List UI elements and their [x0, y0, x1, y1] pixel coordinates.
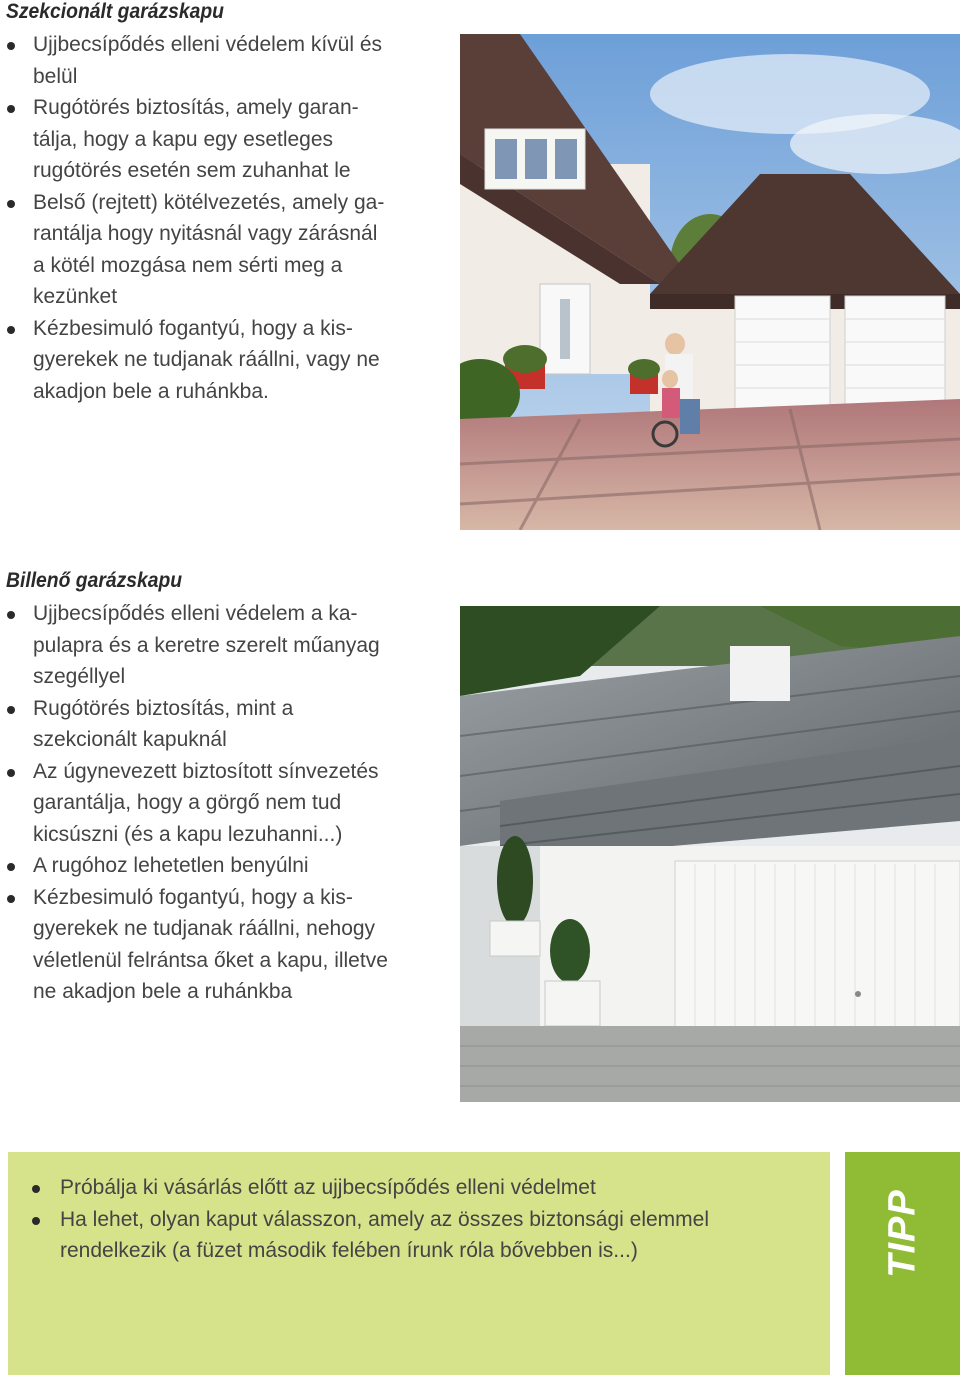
list-item: Ujjbecsípődés elleni védelem a ka- pulapra és a keretre szerelt műanyag szegéllyel — [0, 598, 440, 693]
list-item: Ha lehet, olyan kaput válasszon, amely az összes biztonsági elemmel rendelkezik (a füzet második felében írunk róla bővebben is...) — [28, 1204, 818, 1267]
sectional-door-feature-list — [0, 29, 440, 407]
garage-illustration — [460, 606, 960, 1102]
list-item: Kézbesimuló fogantyú, hogy a kis- gyerekek ne tudjanak ráállni, vagy ne akadjon bele a ruhánkba. — [0, 313, 440, 408]
photo-sectional-garage-house — [460, 34, 960, 530]
list-item: Kézbesimuló fogantyú, hogy a kis- gyerekek ne tudjanak ráállni, nehogy véletlenül felrántsa őket a kapu, illetve ne akadjon bele a ruhánkba — [0, 882, 440, 1008]
list-item: Próbálja ki vásárlás előtt az ujjbecsípődés elleni védelmet — [28, 1172, 818, 1204]
list-item: A rugóhoz lehetetlen benyúlni — [0, 850, 440, 882]
tip-tab — [845, 1152, 960, 1375]
tip-box — [8, 1152, 830, 1375]
photo-up-and-over-garage — [460, 606, 960, 1102]
list-item: Rugótörés biztosítás, amely garan- tálja, hogy a kapu egy esetleges rugótörés esetén sem zuhanhat le — [0, 92, 440, 187]
list-item: Rugótörés biztosítás, mint a szekcionált kapuknál — [0, 693, 440, 756]
list-item: Belső (rejtett) kötélvezetés, amely ga- rantálja hogy nyitásnál vagy zárásnál a kötél mozgása nem sérti meg a kezünket — [0, 187, 440, 313]
list-item: Az úgynevezett biztosított sínvezetés garantálja, hogy a görgő nem tud kicsúszni (és a kapu lezuhanni...) — [0, 756, 440, 851]
house-illustration — [460, 34, 960, 530]
tip-label: TIPP — [881, 1189, 924, 1278]
section-title-up-and-over-door: Billenő garázskapu — [6, 569, 183, 592]
tip-list — [28, 1172, 818, 1267]
list-item: Ujjbecsípődés elleni védelem kívül és belül — [0, 29, 440, 92]
section-title-sectional-door: Szekcionált garázskapu — [6, 0, 224, 23]
up-and-over-door-feature-list — [0, 598, 440, 1008]
